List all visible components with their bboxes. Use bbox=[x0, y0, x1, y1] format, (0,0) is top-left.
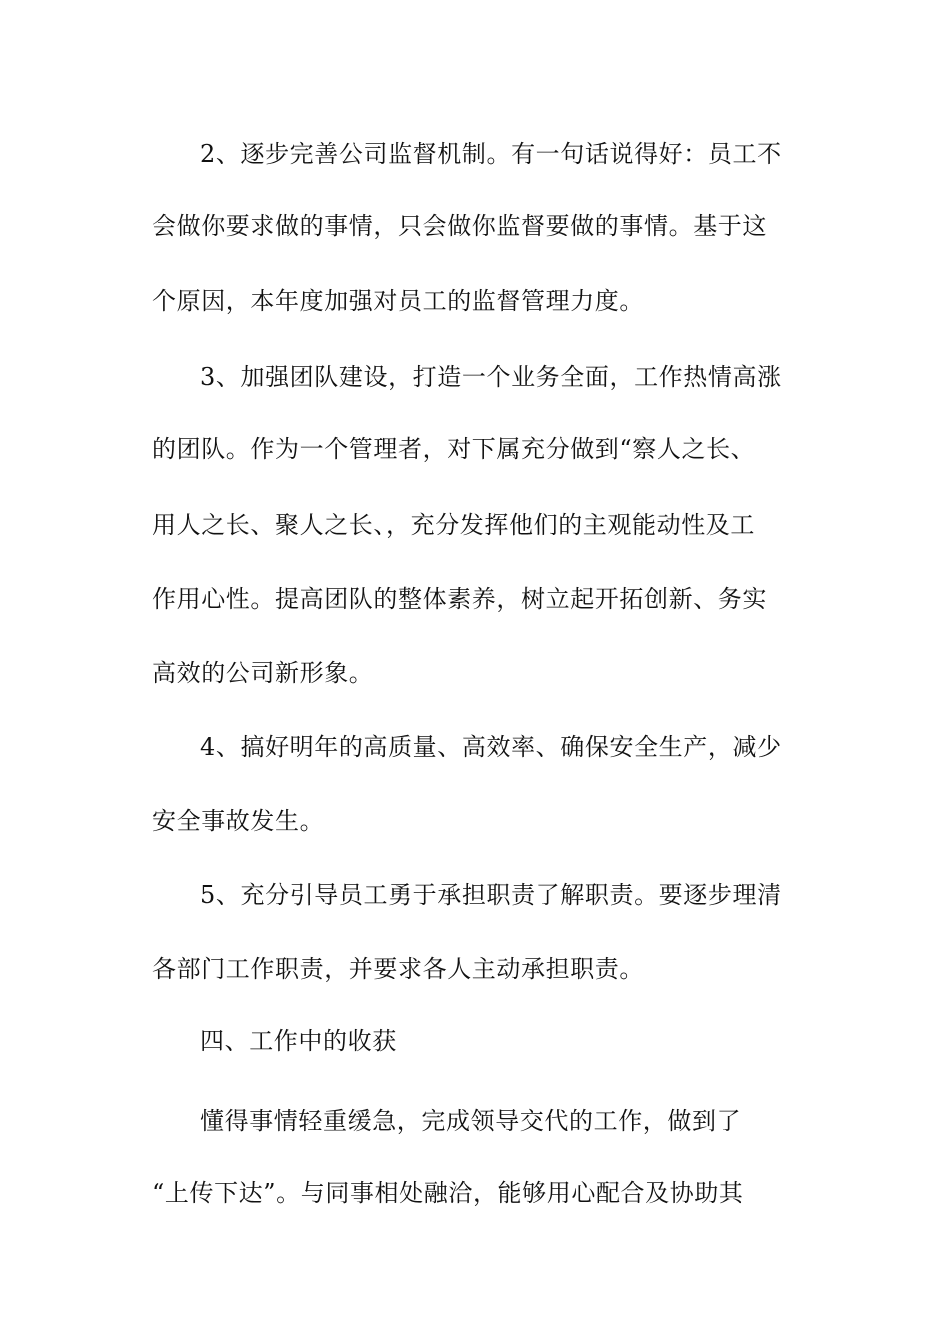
paragraph-4-line-1: 4、搞好明年的高质量、高效率、确保安全生产，减少 bbox=[200, 733, 782, 761]
paragraph-5-line-2: 各部门工作职责，并要求各人主动承担职责。 bbox=[152, 955, 644, 983]
paragraph-3-line-2: 的团队。作为一个管理者，对下属充分做到“察人之长、 bbox=[152, 435, 756, 463]
paragraph-2-line-3: 个原因，本年度加强对员工的监督管理力度。 bbox=[152, 287, 644, 315]
section-heading: 四、工作中的收获 bbox=[200, 1027, 397, 1055]
paragraph-3-line-1: 3、加强团队建设，打造一个业务全面，工作热情高涨 bbox=[200, 363, 782, 391]
paragraph-3-line-3: 用人之长、聚人之长、，充分发挥他们的主观能动性及工 bbox=[152, 511, 755, 539]
paragraph-2-line-1: 2、逐步完善公司监督机制。有一句话说得好：员工不 bbox=[200, 140, 782, 168]
paragraph-3-line-4: 作用心性。提高团队的整体素养，树立起开拓创新、务实 bbox=[152, 585, 767, 613]
paragraph-5-line-1: 5、充分引导员工勇于承担职责了解职责。要逐步理清 bbox=[200, 881, 782, 909]
paragraph-6-line-1: 懂得事情轻重缓急，完成领导交代的工作，做到了 bbox=[200, 1107, 742, 1135]
paragraph-3-line-5: 高效的公司新形象。 bbox=[152, 659, 374, 687]
paragraph-2-line-2: 会做你要求做的事情，只会做你监督要做的事情。基于这 bbox=[152, 212, 767, 240]
paragraph-6-line-2: “上传下达”。与同事相处融洽，能够用心配合及协助其 bbox=[152, 1179, 744, 1207]
paragraph-4-line-2: 安全事故发生。 bbox=[152, 807, 325, 835]
